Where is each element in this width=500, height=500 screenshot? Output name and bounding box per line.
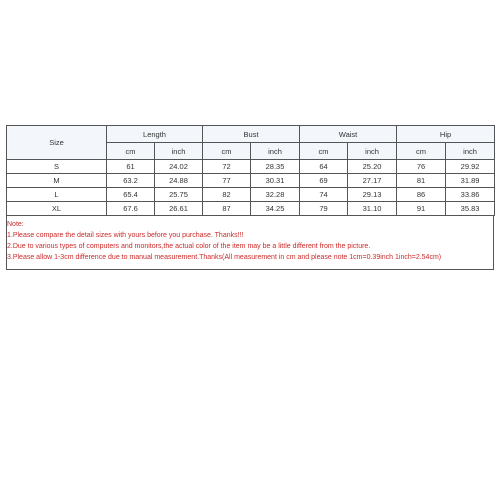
size-cell: XL <box>7 202 107 216</box>
table-cell: 24.02 <box>155 160 203 174</box>
table-cell: 63.2 <box>107 174 155 188</box>
size-cell: L <box>7 188 107 202</box>
group-header-hip: Hip <box>397 126 495 143</box>
table-row <box>7 188 495 202</box>
unit-header: inch <box>251 143 300 160</box>
unit-header: cm <box>203 143 251 160</box>
note-line: 3.Please allow 1-3cm difference due to manual measurement.Thanks(All measurement in cm and please note 1cm=0.39inch 1inch=2.54cm) <box>7 254 442 261</box>
table-cell: 76 <box>397 160 446 174</box>
table-cell: 34.25 <box>251 202 300 216</box>
table-cell: 82 <box>203 188 251 202</box>
table-cell: 77 <box>203 174 251 188</box>
table-cell: 29.92 <box>446 160 495 174</box>
unit-header: cm <box>107 143 155 160</box>
table-cell: 35.83 <box>446 202 495 216</box>
size-cell: S <box>7 160 107 174</box>
table-cell: 67.6 <box>107 202 155 216</box>
group-header-waist: Waist <box>300 126 397 143</box>
table-cell: 91 <box>397 202 446 216</box>
size-table <box>6 125 495 216</box>
table-cell: 25.75 <box>155 188 203 202</box>
table-cell: 27.17 <box>348 174 397 188</box>
unit-header: cm <box>397 143 446 160</box>
group-header-length: Length <box>107 126 203 143</box>
note-title: Note: <box>7 221 24 228</box>
table-row <box>7 174 495 188</box>
table-cell: 28.35 <box>251 160 300 174</box>
table-cell: 69 <box>300 174 348 188</box>
table-cell: 65.4 <box>107 188 155 202</box>
table-cell: 24.88 <box>155 174 203 188</box>
table-cell: 33.86 <box>446 188 495 202</box>
table-cell: 87 <box>203 202 251 216</box>
table-cell: 81 <box>397 174 446 188</box>
size-chart <box>6 125 494 270</box>
unit-header: inch <box>155 143 203 160</box>
table-cell: 74 <box>300 188 348 202</box>
table-row <box>7 202 495 216</box>
table-cell: 25.20 <box>348 160 397 174</box>
table-cell: 32.28 <box>251 188 300 202</box>
unit-header: inch <box>348 143 397 160</box>
unit-header: cm <box>300 143 348 160</box>
table-cell: 29.13 <box>348 188 397 202</box>
table-row <box>7 160 495 174</box>
table-cell: 86 <box>397 188 446 202</box>
size-cell: M <box>7 174 107 188</box>
table-cell: 26.61 <box>155 202 203 216</box>
table-cell: 31.10 <box>348 202 397 216</box>
notes-box <box>6 216 494 270</box>
table-cell: 30.31 <box>251 174 300 188</box>
table-cell: 79 <box>300 202 348 216</box>
group-header-bust: Bust <box>203 126 300 143</box>
unit-header: inch <box>446 143 495 160</box>
table-cell: 61 <box>107 160 155 174</box>
table-cell: 72 <box>203 160 251 174</box>
size-column-header: Size <box>7 126 107 160</box>
table-cell: 31.89 <box>446 174 495 188</box>
header-group-row <box>7 126 495 143</box>
table-cell: 64 <box>300 160 348 174</box>
note-line: 2.Due to various types of computers and monitors,the actual color of the item may be a little different from the picture. <box>7 243 371 250</box>
note-line: 1.Please compare the detail sizes with yours before you purchase. Thanks!!! <box>7 232 244 239</box>
